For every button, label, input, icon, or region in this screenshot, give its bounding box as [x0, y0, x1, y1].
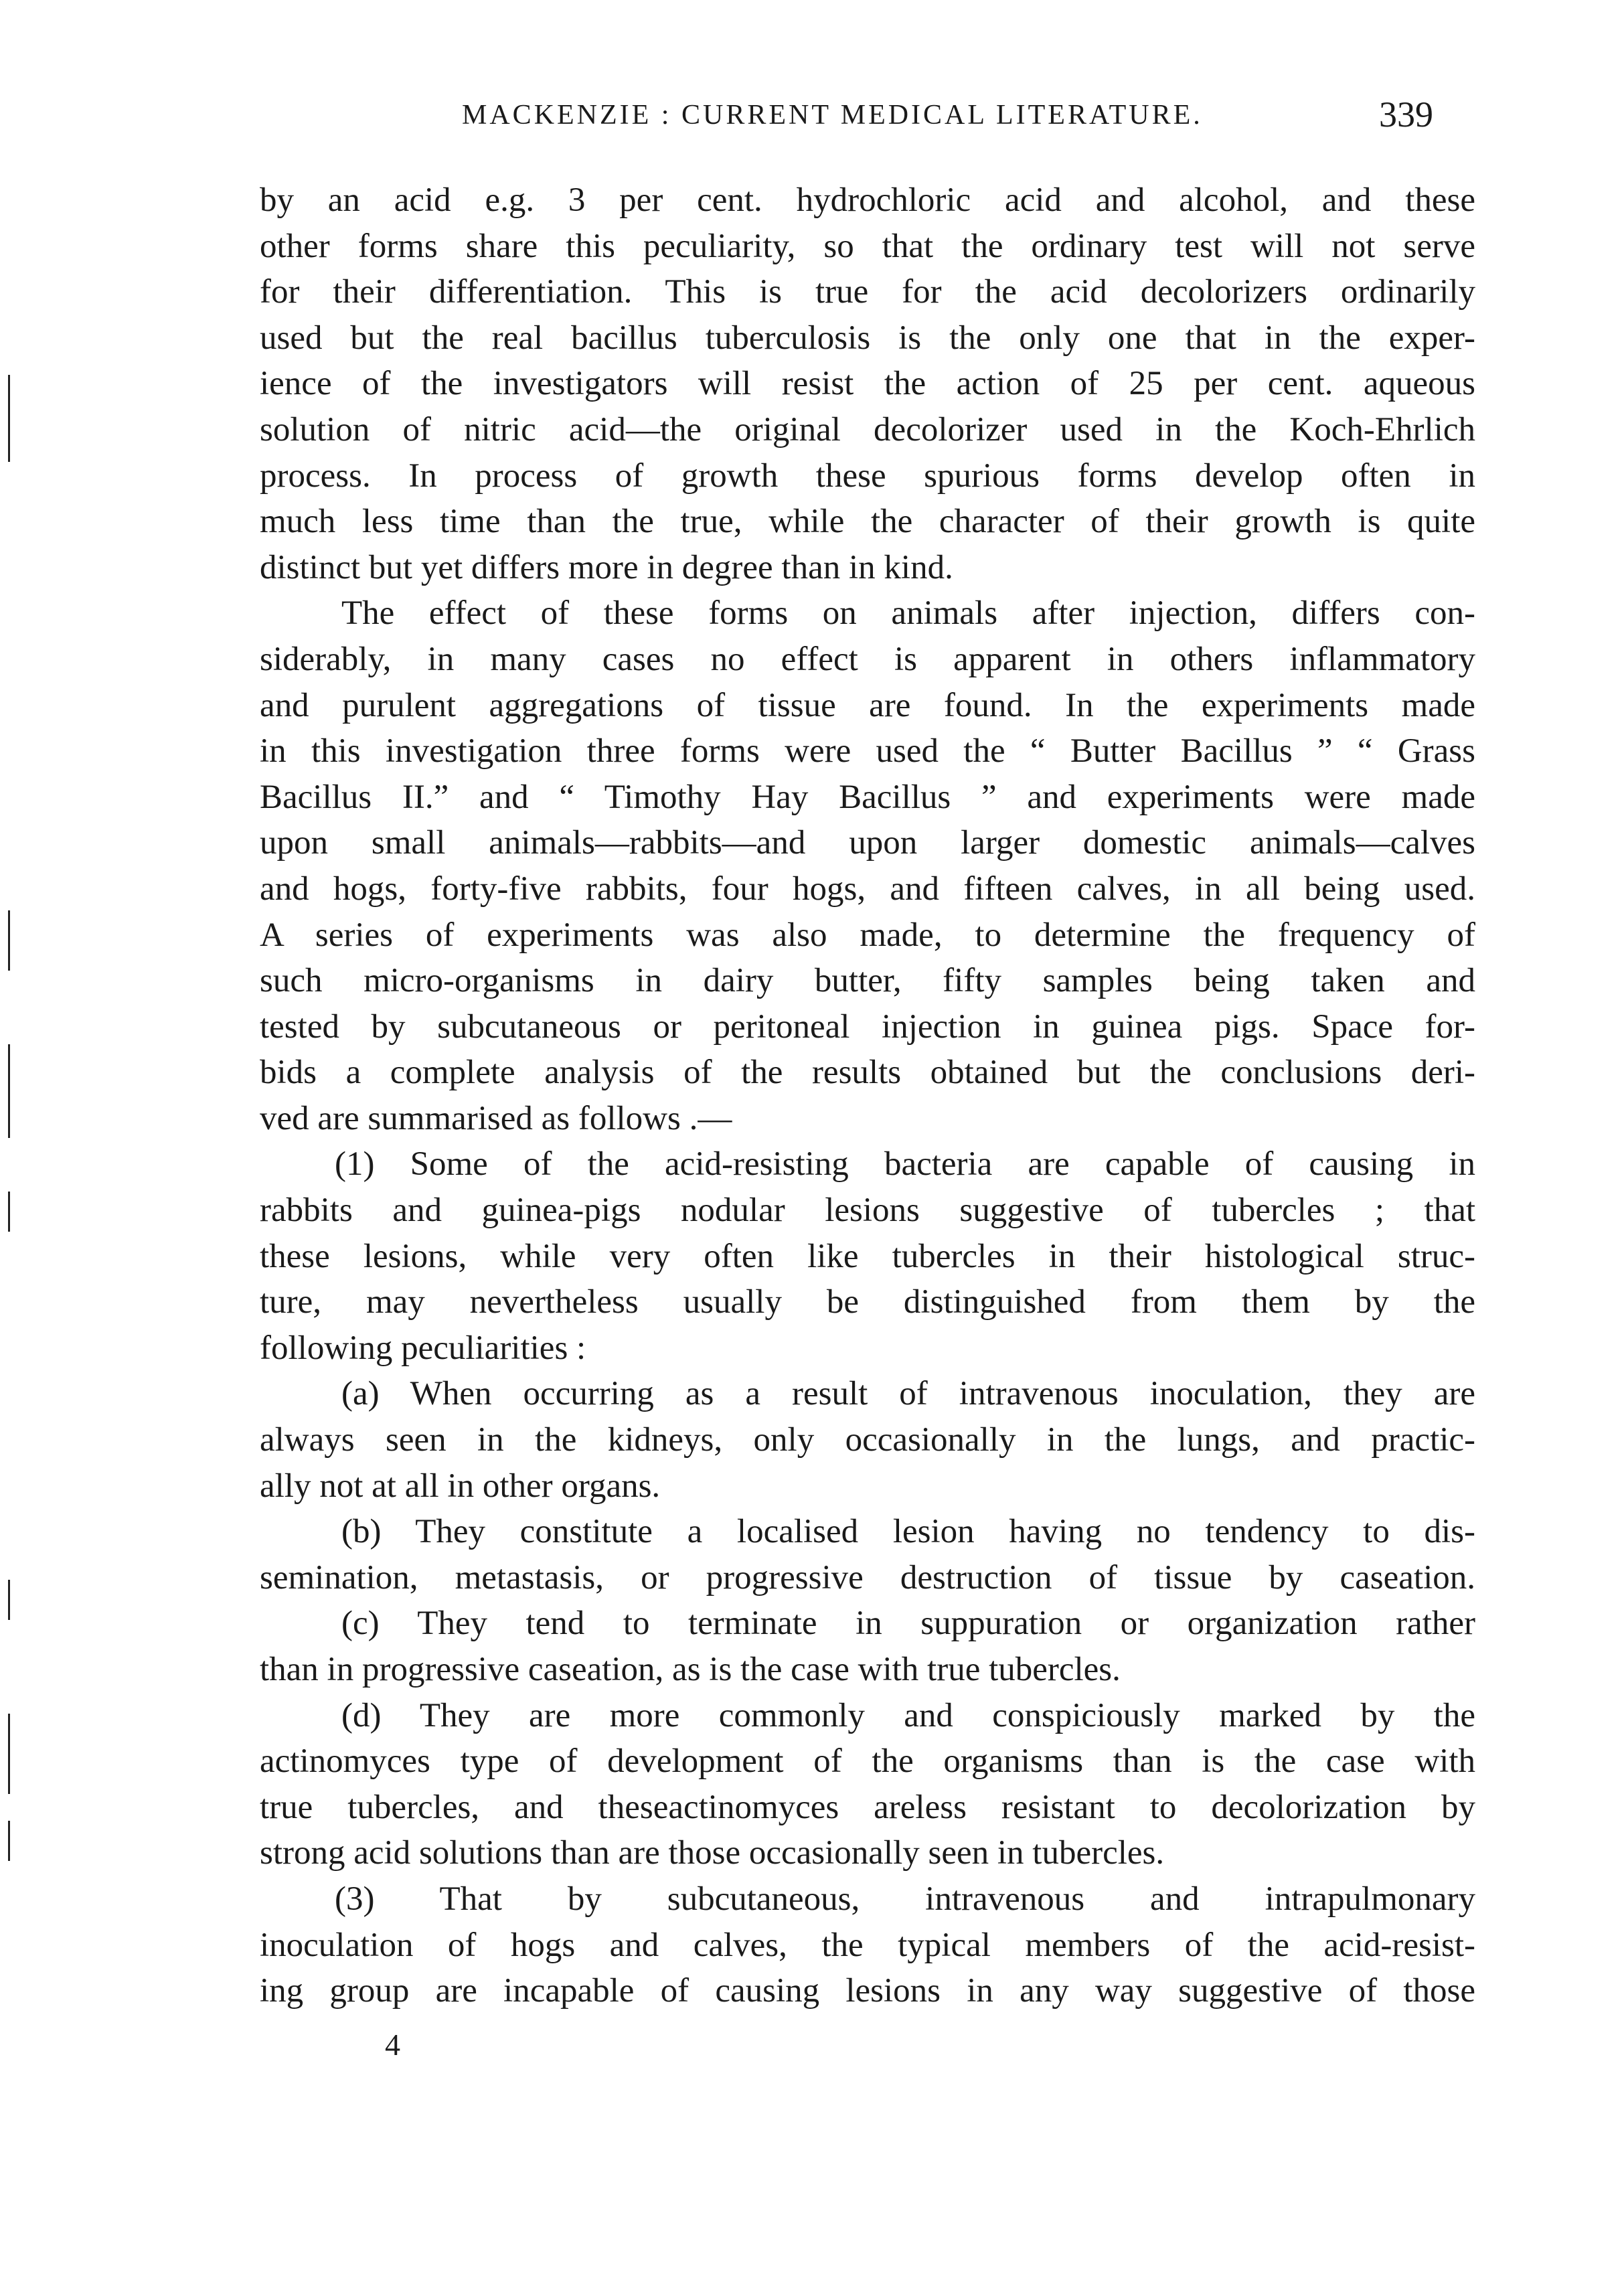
text-line: tested by subcutaneous or peritoneal injection in guinea pigs. Space for- [260, 1007, 1475, 1046]
text-line: such micro-organisms in dairy butter, fifty samples being taken and [260, 962, 1475, 1000]
paragraph [260, 590, 1475, 1141]
page-number: 339 [1379, 94, 1433, 135]
scan-edge-mark [8, 1821, 10, 1861]
text-line: for their differentiation. This is true for the acid decolorizers ordinarily [260, 273, 1475, 311]
text-line: than in progressive caseation, as is the case with true tubercles. [260, 1651, 1121, 1688]
text-line: ing group are incapable of causing lesions in any way suggestive of those [260, 1972, 1475, 2010]
text-line: these lesions, while very often like tubercles in their histological struc- [260, 1237, 1475, 1275]
paragraph [260, 1693, 1475, 1876]
text-line: inoculation of hogs and calves, the typical members of the acid-resist- [260, 1926, 1475, 1964]
scan-edge-mark [8, 1580, 10, 1620]
text-line: bids a complete analysis of the results obtained but the conclusions deri- [260, 1054, 1475, 1092]
text-line: strong acid solutions than are those occasionally seen in tubercles. [260, 1834, 1165, 1872]
paragraph [260, 177, 1475, 590]
text-line: siderably, in many cases no effect is apparent in others inflammatory [260, 640, 1475, 678]
text-line: process. In process of growth these spurious forms develop often in [260, 457, 1475, 495]
signature-mark: 4 [385, 2028, 400, 2062]
text-line: ience of the investigators will resist the action of 25 per cent. aqueous [260, 365, 1475, 403]
text-line: solution of nitric acid—the original decolorizer used in the Koch-Ehrlich [260, 410, 1475, 448]
text-line: always seen in the kidneys, only occasionally in the lungs, and practic- [260, 1421, 1475, 1459]
scan-edge-mark [8, 910, 10, 971]
text-line: A series of experiments was also made, to determine the frequency of [260, 916, 1475, 954]
scan-edge-mark [8, 1044, 10, 1138]
text-line: (a) When occurring as a result of intravenous inoculation, they are [341, 1375, 1475, 1413]
text-line: upon small animals—rabbits—and upon larger domestic animals—calves [260, 824, 1475, 862]
running-head: MACKENZIE : CURRENT MEDICAL LITERATURE. [462, 100, 1203, 131]
scan-edge-mark [8, 375, 10, 462]
text-line: (3) That by subcutaneous, intravenous and intrapulmonary [335, 1880, 1475, 1918]
paragraph [260, 1601, 1475, 1692]
text-line: The effect of these forms on animals after injection, differs con- [341, 594, 1475, 633]
text-line: other forms share this peculiarity, so that the ordinary test will not serve [260, 227, 1475, 265]
text-line: actinomyces type of development of the organisms than is the case with [260, 1742, 1475, 1781]
text-line: (c) They tend to terminate in suppuration or organization rather [341, 1605, 1475, 1643]
body-text [260, 177, 1475, 2014]
text-line: true tubercles, and theseactinomyces areless resistant to decolorization by [260, 1788, 1475, 1826]
text-line: rabbits and guinea-pigs nodular lesions suggestive of tubercles ; that [260, 1192, 1475, 1230]
text-line: ally not at all in other organs. [260, 1467, 661, 1505]
scan-edge-mark [8, 1192, 10, 1232]
text-line: in this investigation three forms were used the “ Butter Bacillus ” “ Grass [260, 732, 1475, 770]
text-line: ture, may nevertheless usually be distinguished from them by the [260, 1283, 1475, 1321]
paragraph [260, 1876, 1475, 2014]
paragraph [260, 1509, 1475, 1601]
text-line: (1) Some of the acid-resisting bacteria are capable of causing in [335, 1145, 1475, 1183]
text-line: (d) They are more commonly and conspiciously marked by the [341, 1696, 1475, 1734]
text-line: distinct but yet differs more in degree than in kind. [260, 548, 953, 586]
text-line: (b) They constitute a localised lesion having no tendency to dis- [341, 1513, 1475, 1551]
text-line: much less time than the true, while the character of their growth is quite [260, 503, 1475, 541]
text-line: by an acid e.g. 3 per cent. hydrochloric acid and alcohol, and these [260, 181, 1475, 219]
text-line: Bacillus II.” and “ Timothy Hay Bacillus ” and experiments were made [260, 778, 1475, 816]
text-line: ved are summarised as follows .— [260, 1099, 732, 1137]
text-line: semination, metastasis, or progressive destruction of tissue by caseation. [260, 1558, 1475, 1597]
text-line: and purulent aggregations of tissue are found. In the experiments made [260, 686, 1475, 724]
paragraph [260, 1371, 1475, 1509]
paragraph [260, 1141, 1475, 1371]
scan-edge-mark [8, 1714, 10, 1794]
text-line: following peculiarities : [260, 1329, 586, 1367]
text-line: and hogs, forty-five rabbits, four hogs, and fifteen calves, in all being used. [260, 870, 1475, 908]
text-line: used but the real bacillus tuberculosis is the only one that in the exper- [260, 319, 1475, 357]
